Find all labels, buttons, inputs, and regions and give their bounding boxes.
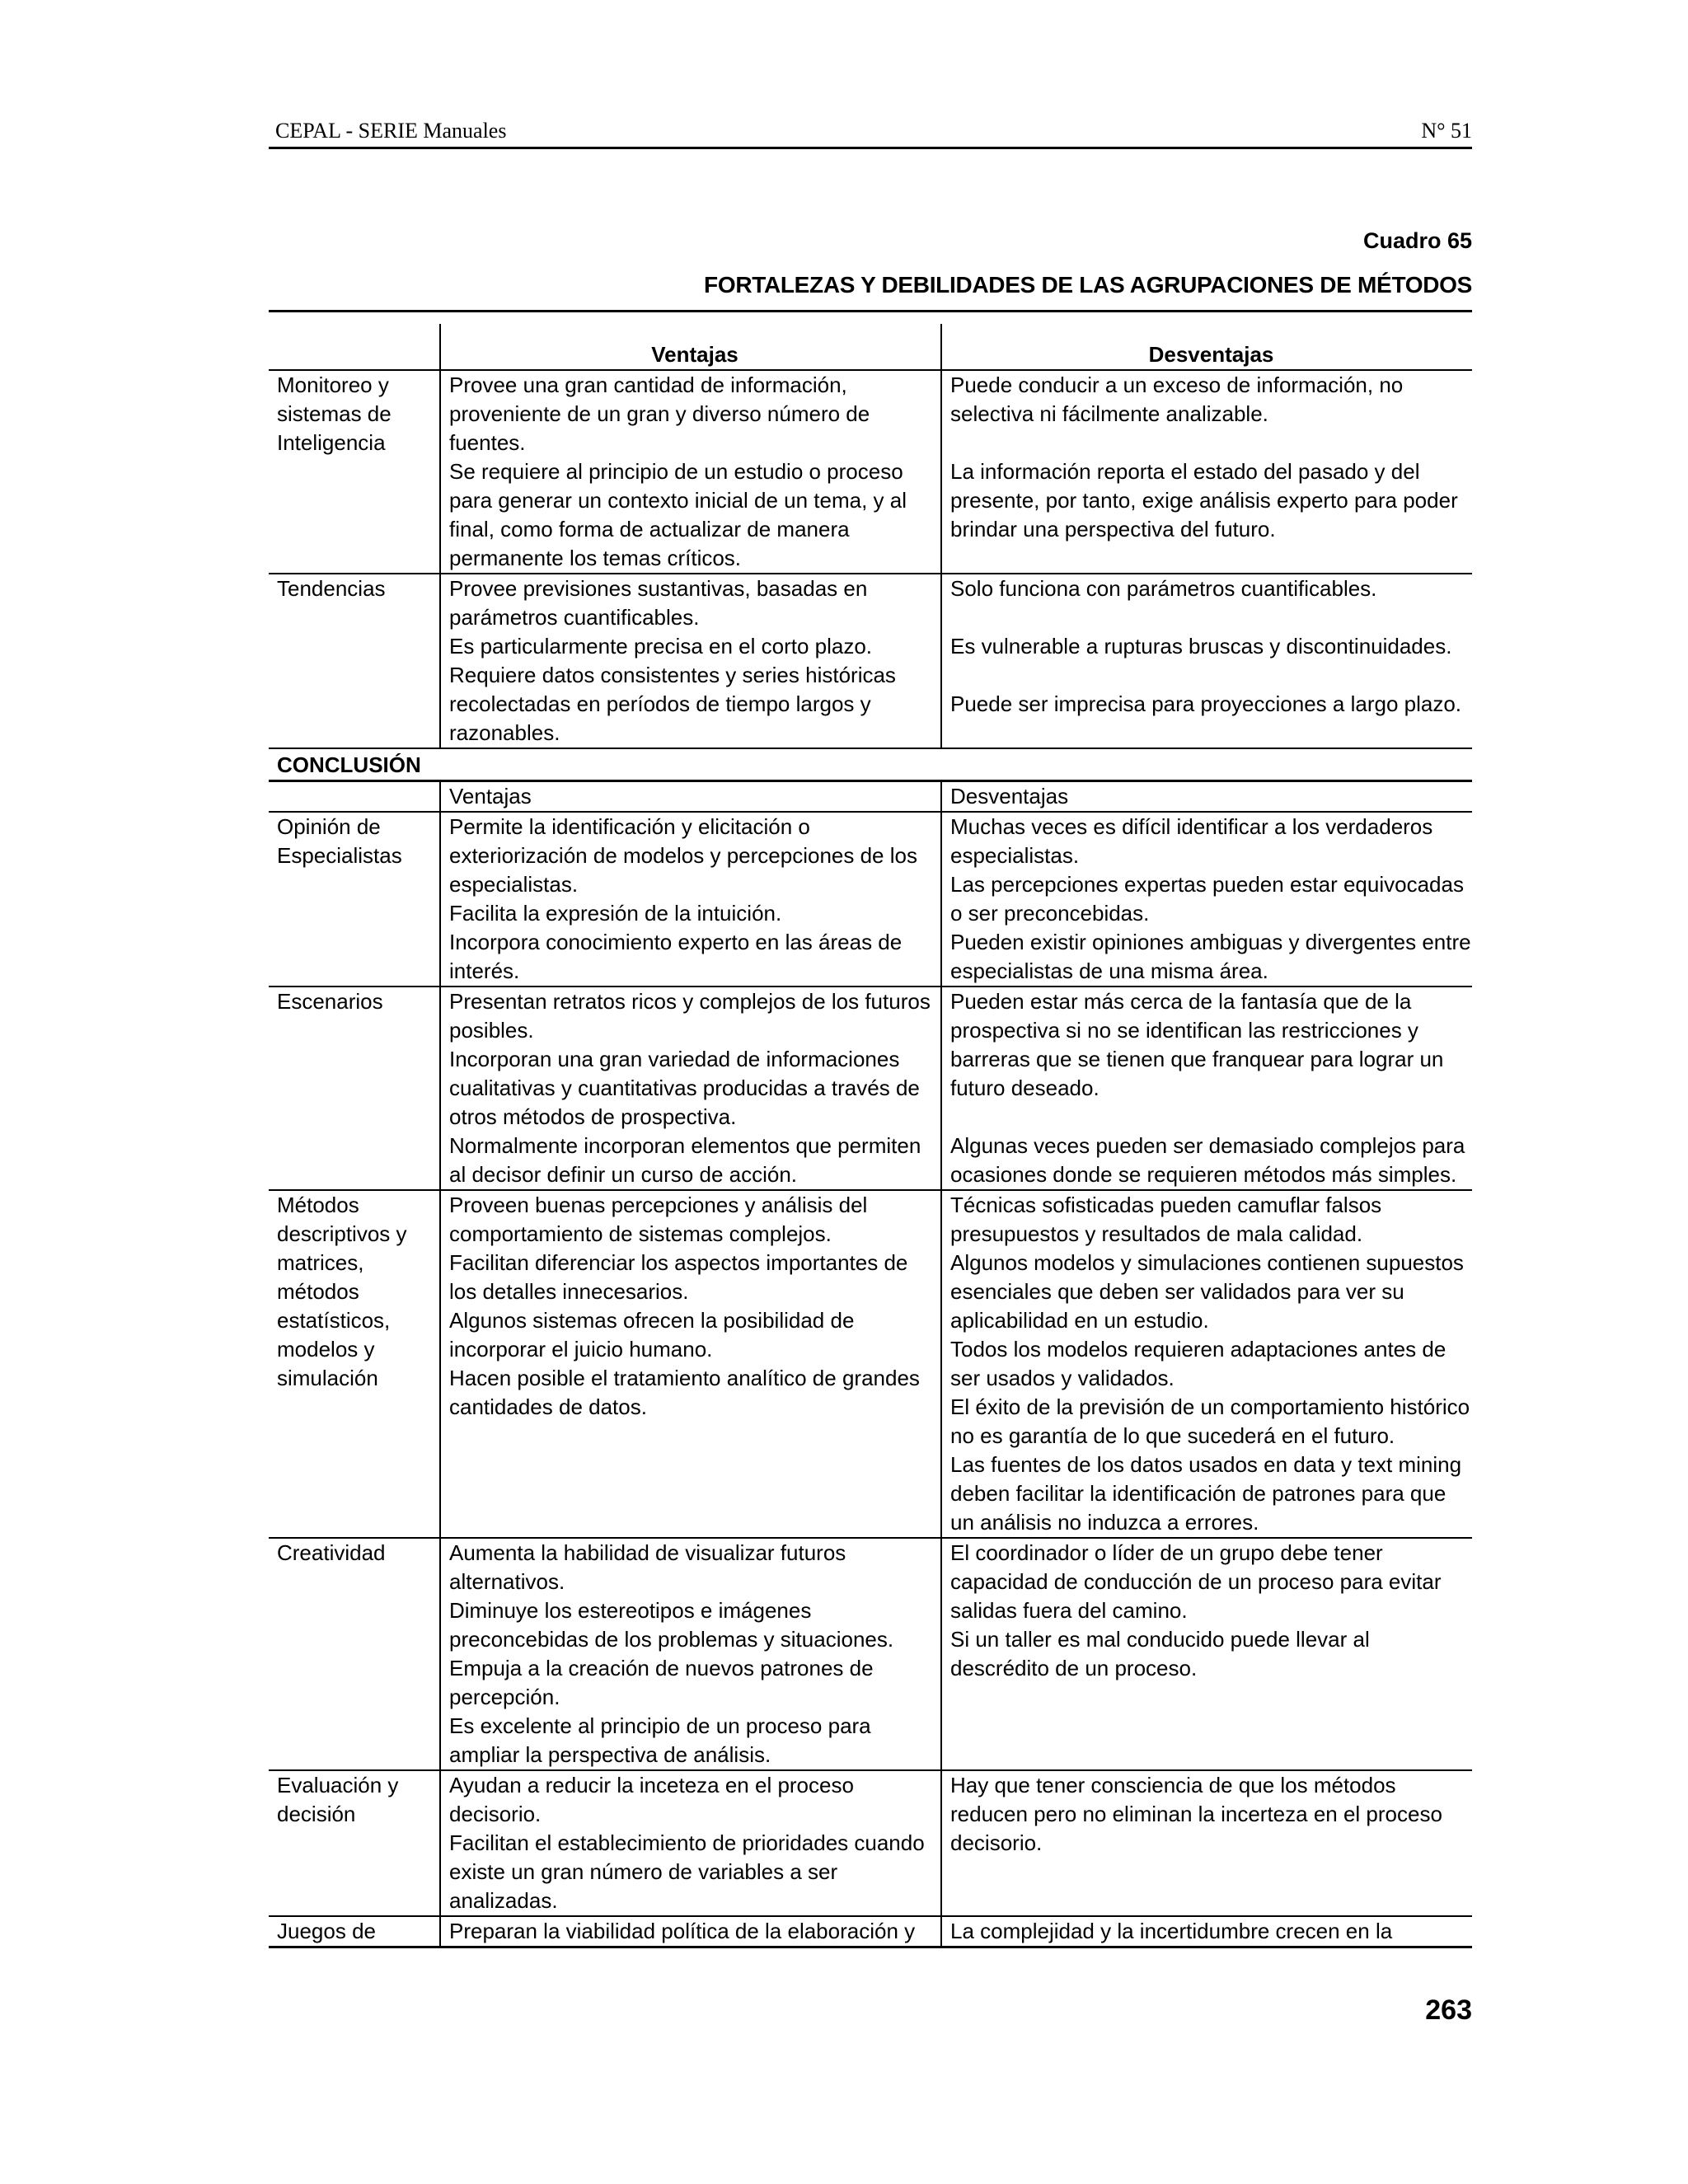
row-label: Monitoreo y sistemas de Inteligencia <box>269 370 440 574</box>
desventaja-item: Técnicas sofisticadas pueden camuflar falsos presupuestos y resultados de mala calidad. <box>950 1193 1382 1246</box>
ventaja-item: Facilitan diferenciar los aspectos importantes de los detalles innecesarios. <box>449 1250 908 1304</box>
conclusion-row <box>269 748 1472 781</box>
ventaja-item: Requiere datos consistentes y series históricas recolectadas en períodos de tiempo largos y razonables. <box>449 663 896 745</box>
ventaja-item: Hacen posible el tratamiento analítico de grandes cantidades de datos. <box>449 1366 920 1419</box>
row-label: Evaluación y decisión <box>269 1770 440 1916</box>
desventaja-item: Algunos modelos y simulaciones contienen supuestos esenciales que deben ser validados para ver su aplicabilidad en un estudio. <box>950 1250 1464 1333</box>
desventaja-item: Las fuentes de los datos usados en data y text mining deben facilitar la identificación de patrones para que un análisis no induzca a errores. <box>950 1452 1462 1535</box>
table-row <box>269 987 1472 1190</box>
desventaja-item: Es vulnerable a rupturas bruscas y discontinuidades. <box>950 634 1452 658</box>
row-ventajas <box>440 1770 941 1916</box>
ventaja-item: Diminuye los estereotipos e imágenes preconcebidas de los problemas y situaciones. <box>449 1598 894 1652</box>
desventaja-item: Pueden estar más cerca de la fantasía que de la prospectiva si no se identifican las restricciones y barreras que se tienen que franquear para lograr un futuro deseado. <box>950 989 1444 1100</box>
ventaja-item: Provee una gran cantidad de información, proveniente de un gran y diverso número de fuentes. <box>449 373 870 455</box>
row-desventajas <box>941 1770 1472 1916</box>
desventaja-item: Puede ser imprecisa para proyecciones a largo plazo. <box>950 691 1462 716</box>
conclusion-label: CONCLUSIÓN <box>269 748 1472 781</box>
desventaja-item: Hay que tener consciencia de que los métodos reducen pero no eliminan la incerteza en el proceso decisorio. <box>950 1773 1442 1855</box>
row-label: Tendencias <box>269 574 440 748</box>
desventaja-item: Si un taller es mal conducido puede llevar al descrédito de un proceso. <box>950 1627 1370 1680</box>
desventaja-item: La complejidad y la incertidumbre crecen en la <box>950 1919 1393 1943</box>
row-label: Escenarios <box>269 987 440 1190</box>
ventaja-item: Ayudan a reducir la inceteza en el proceso decisorio. <box>449 1773 854 1826</box>
table-row <box>269 1770 1472 1916</box>
row-ventajas <box>440 987 941 1190</box>
desventaja-item: Todos los modelos requieren adaptaciones antes de ser usados y validados. <box>950 1337 1447 1390</box>
table-number: Cuadro 65 <box>1362 228 1472 253</box>
table-row <box>269 1916 1472 1947</box>
table-row <box>269 370 1472 574</box>
ventaja-item: Aumenta la habilidad de visualizar futuros alternativos. <box>449 1540 846 1594</box>
subheader-desventajas: Desventajas <box>941 781 1472 813</box>
desventaja-item: Algunas veces pueden ser demasiado complejos para ocasiones donde se requieren métodos más simples. <box>950 1133 1465 1187</box>
ventaja-item: Incorpora conocimiento experto en las áreas de interés. <box>449 930 903 983</box>
row-ventajas <box>440 1538 941 1770</box>
desventaja-item: Las percepciones expertas pueden estar equivocadas o ser preconcebidas. <box>950 872 1464 926</box>
row-label: Creatividad <box>269 1538 440 1770</box>
ventaja-item: Es excelente al principio de un proceso para ampliar la perspectiva de análisis. <box>449 1713 871 1767</box>
ventaja-item: Incorporan una gran variedad de informaciones cualitativas y cuantitativas producidas a través de otros métodos de prospectiva. <box>449 1047 920 1129</box>
table-title: FORTALEZAS Y DEBILIDADES DE LAS AGRUPACIONES DE MÉTODOS <box>269 272 1472 312</box>
header-series: CEPAL - SERIE Manuales <box>275 119 507 143</box>
ventaja-item: Facilita la expresión de la intuición. <box>449 901 782 926</box>
header-empty-cell <box>269 324 440 370</box>
ventaja-item: Preparan la viabilidad política de la elaboración y <box>449 1919 916 1943</box>
page <box>269 114 1472 1948</box>
header-ventajas: Ventajas <box>440 324 941 370</box>
ventaja-item: Proveen buenas percepciones y análisis del comportamiento de sistemas complejos. <box>449 1193 868 1246</box>
subheader-empty-cell <box>269 781 440 813</box>
row-desventajas <box>941 1190 1472 1538</box>
running-header <box>269 114 1472 149</box>
row-ventajas <box>440 1190 941 1538</box>
table-header-row <box>269 324 1472 370</box>
desventaja-item: Solo funciona con parámetros cuantificables. <box>950 576 1377 601</box>
ventaja-item: Empuja a la creación de nuevos patrones de percepción. <box>449 1656 874 1709</box>
row-desventajas <box>941 812 1472 987</box>
row-desventajas <box>941 574 1472 748</box>
row-label: Opinión de Especialistas <box>269 812 440 987</box>
row-label: Métodos descriptivos y matrices, métodos estatísticos, modelos y simulación <box>269 1190 440 1538</box>
row-desventajas <box>941 370 1472 574</box>
ventaja-item: Facilitan el establecimiento de prioridades cuando existe un gran número de variables a ser analizadas. <box>449 1830 925 1913</box>
subheader-row <box>269 781 1472 813</box>
ventaja-item: Permite la identificación y elicitación o exteriorización de modelos y percepciones de los especialistas. <box>449 814 917 897</box>
row-desventajas <box>941 987 1472 1190</box>
subheader-ventajas: Ventajas <box>440 781 941 813</box>
table-row <box>269 574 1472 748</box>
desventaja-item: Puede conducir a un exceso de información, no selectiva ni fácilmente analizable. <box>950 373 1404 426</box>
ventaja-item: Es particularmente precisa en el corto plazo. <box>449 634 873 658</box>
methods-table <box>269 324 1472 1948</box>
desventaja-item: La información reporta el estado del pasado y del presente, por tanto, exige análisis experto para poder brindar una perspectiva del futuro. <box>950 459 1458 541</box>
row-ventajas <box>440 574 941 748</box>
desventaja-item: Pueden existir opiniones ambiguas y divergentes entre especialistas de una misma área. <box>950 930 1471 983</box>
desventaja-item: El éxito de la previsión de un comportamiento histórico no es garantía de lo que sucederá en el futuro. <box>950 1394 1470 1448</box>
ventaja-item: Presentan retratos ricos y complejos de los futuros posibles. <box>449 989 931 1043</box>
header-number: N° 51 <box>1421 119 1472 143</box>
header-desventajas: Desventajas <box>941 324 1472 370</box>
row-ventajas <box>440 370 941 574</box>
page-number: 263 <box>1425 1994 1472 2026</box>
ventaja-item: Normalmente incorporan elementos que permiten al decisor definir un curso de acción. <box>449 1133 921 1187</box>
desventaja-item: El coordinador o líder de un grupo debe tener capacidad de conducción de un proceso para evitar salidas fuera del camino. <box>950 1540 1442 1623</box>
ventaja-item: Algunos sistemas ofrecen la posibilidad de incorporar el juicio humano. <box>449 1308 855 1361</box>
table-row <box>269 812 1472 987</box>
desventaja-item: Muchas veces es difícil identificar a los verdaderos especialistas. <box>950 814 1433 868</box>
table-row <box>269 1190 1472 1538</box>
table-row <box>269 1538 1472 1770</box>
ventaja-item: Provee previsiones sustantivas, basadas en parámetros cuantificables. <box>449 576 868 630</box>
row-label: Juegos de <box>269 1916 440 1947</box>
row-desventajas <box>941 1916 1472 1947</box>
ventaja-item: Se requiere al principio de un estudio o proceso para generar un contexto inicial de un tema, y al final, como forma de actualizar de manera permanente los temas críticos. <box>449 459 907 570</box>
row-desventajas <box>941 1538 1472 1770</box>
row-ventajas <box>440 1916 941 1947</box>
row-ventajas <box>440 812 941 987</box>
